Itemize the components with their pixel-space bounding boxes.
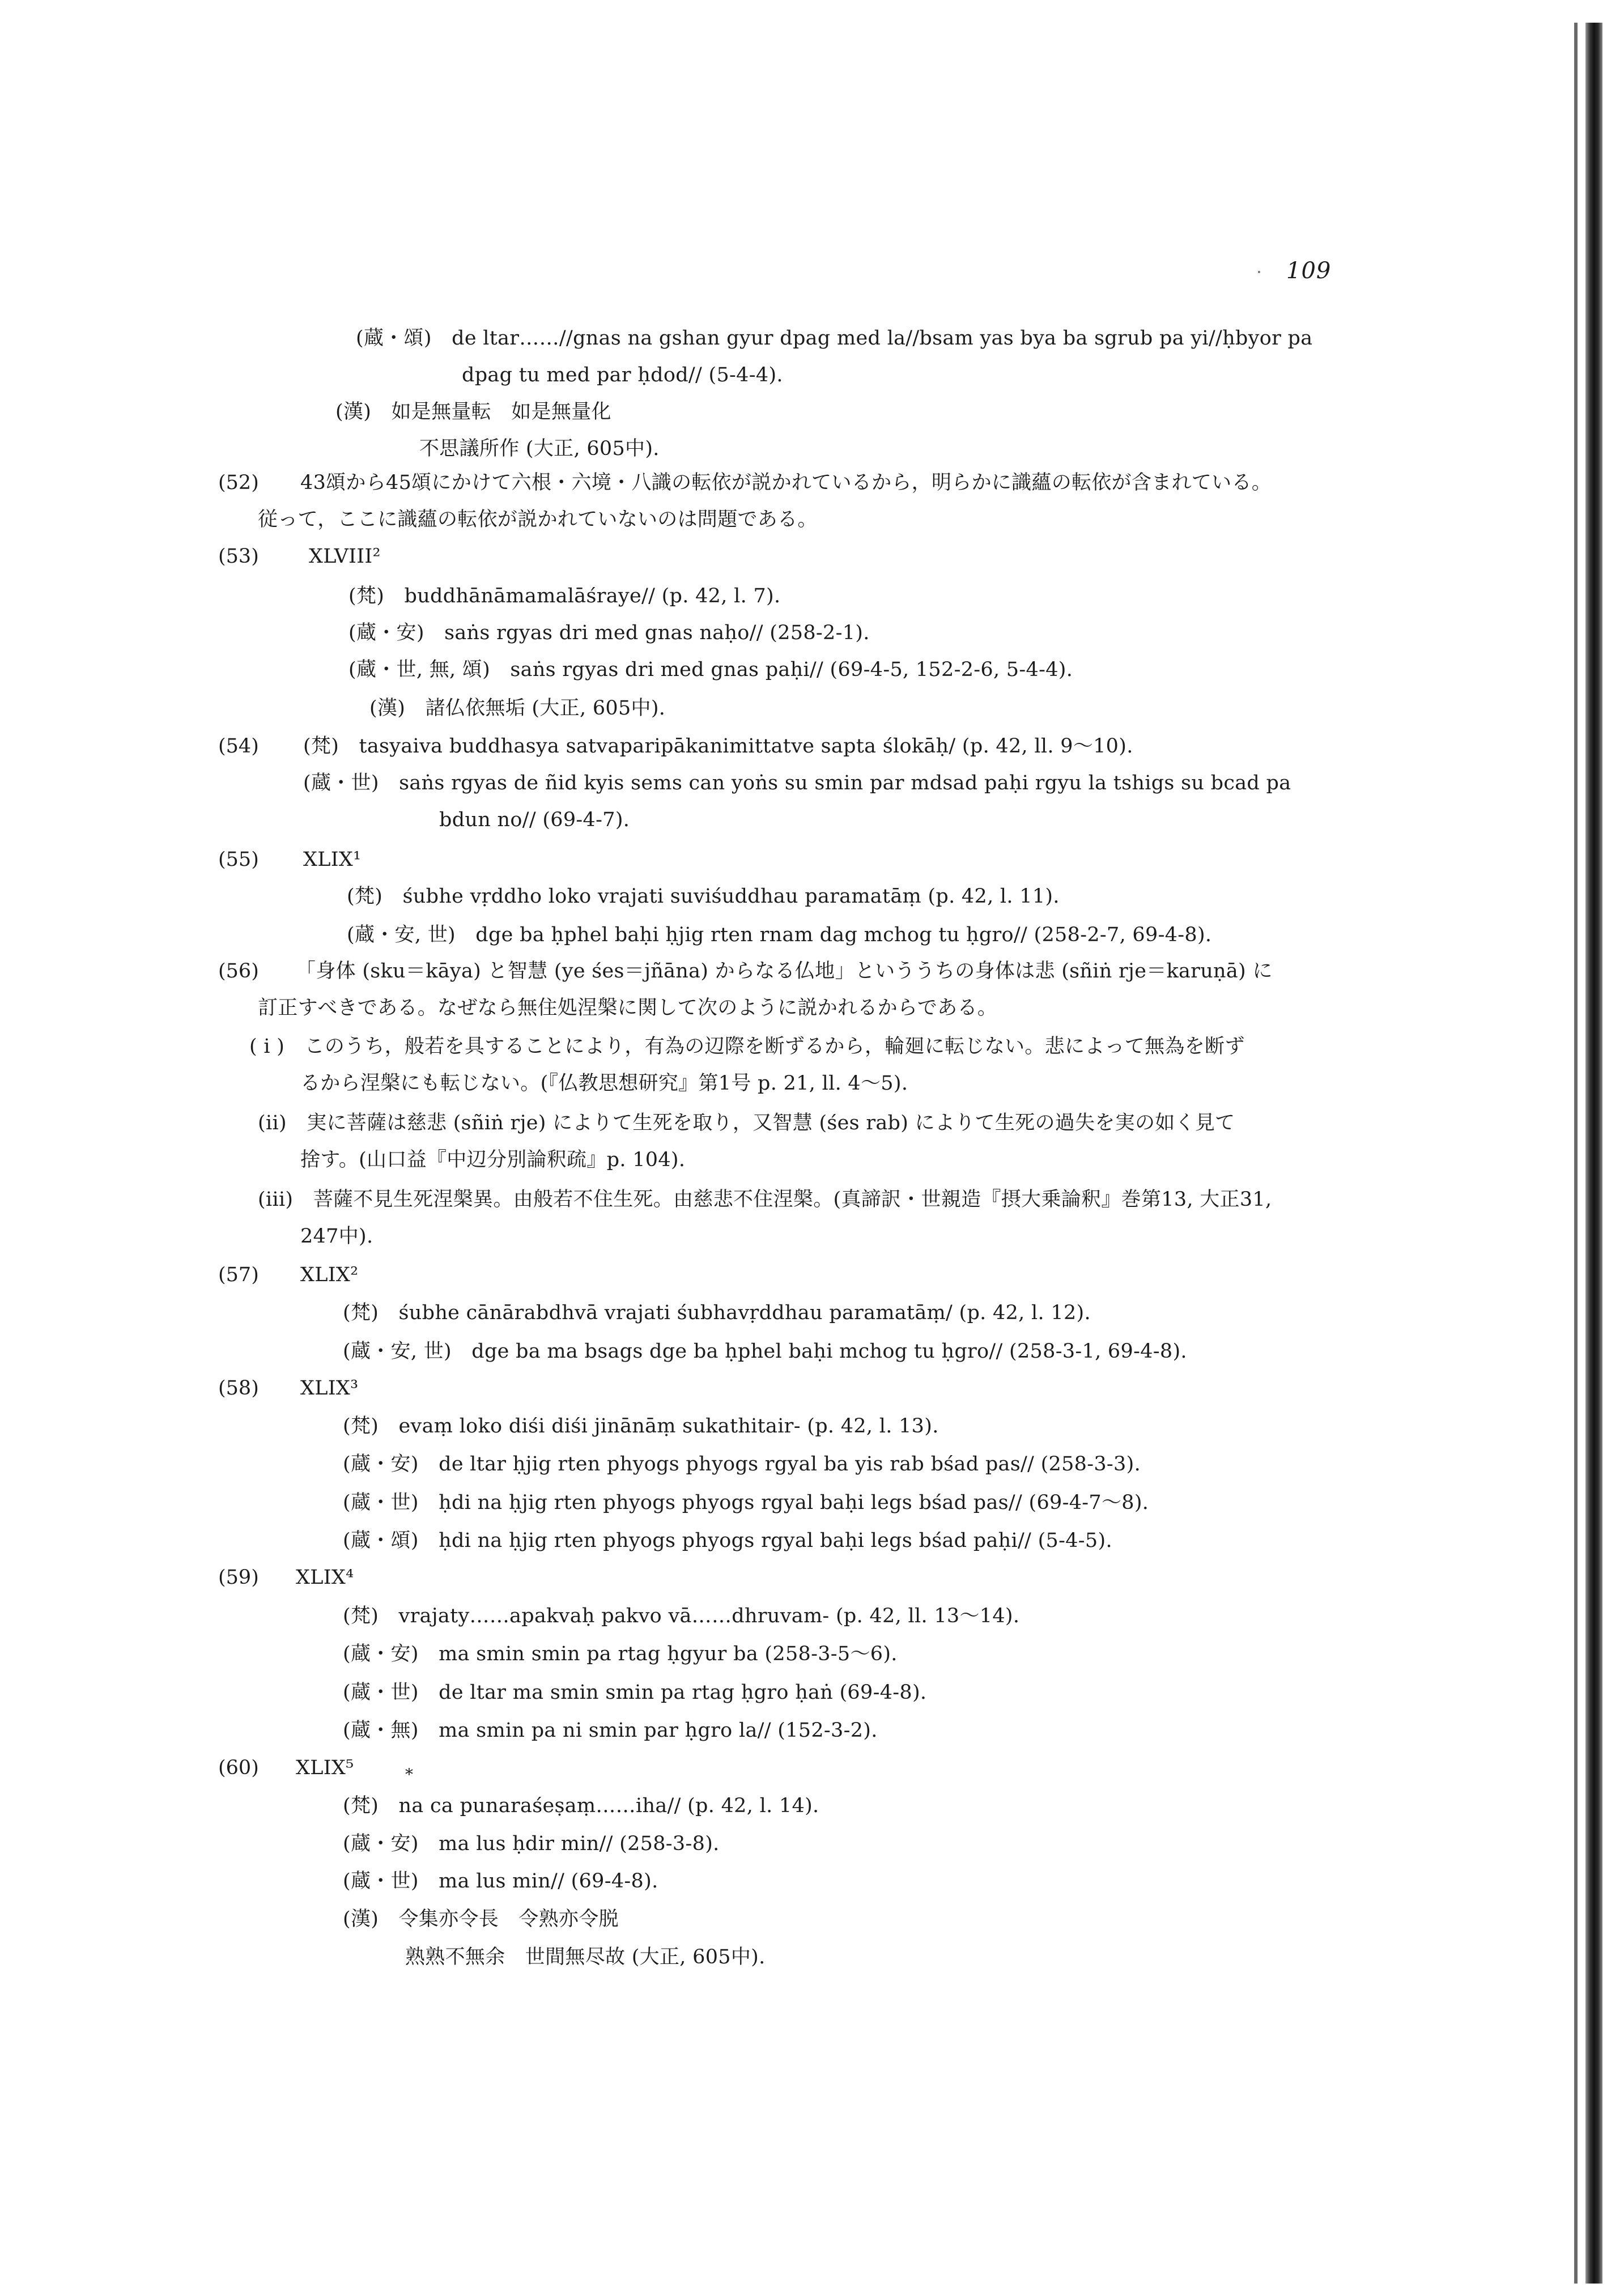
- text-line: XLIX⁴: [296, 1566, 354, 1589]
- text-line: (蔵・世) ḥdi na ḥjig rten phyogs phyogs rgyal baḥi legs bśad pas// (69-4-7～8).: [343, 1491, 1149, 1514]
- note-number: (54): [218, 735, 259, 758]
- text-line: (蔵・頌) de ltar……//gnas na gshan gyur dpag med la//bsam yas bya ba sgrub pa yi//ḥbyor pa: [356, 327, 1313, 350]
- text-line: dpag tu med par ḥdod// (5-4-4).: [462, 364, 783, 386]
- text-line: (梵) śubhe vṛddho loko vrajati suviśuddhau paramatāṃ (p. 42, l. 11).: [347, 885, 1060, 908]
- text-line: (漢) 令集亦令長 令熟亦令脱: [343, 1908, 619, 1931]
- note-number: (56): [218, 960, 259, 983]
- text-line: 「身体 (sku＝kāya) と智慧 (ye śes＝jñāna) からなる仏地」といううちの身体は悲 (sñiṅ rje＝karuṇā) に: [296, 960, 1273, 983]
- text-line: XLIX³: [300, 1377, 359, 1400]
- text-line: (蔵・世, 無, 頌) saṅs rgyas dri med gnas paḥi// (69-4-5, 152-2-6, 5-4-4).: [348, 658, 1073, 681]
- note-number: (53): [218, 545, 259, 568]
- text-line: 熟熟不無余 世間無尽故 (大正, 605中).: [405, 1946, 766, 1968]
- text-line: (蔵・世) saṅs rgyas de ñid kyis sems can yoṅs su smin par mdsad paḥi rgyu la tshigs su bcad pa: [303, 772, 1291, 794]
- text-line: (蔵・安, 世) dge ba ḥphel baḥi ḥjig rten rnam dag mchog tu ḥgro// (258-2-7, 69-4-8).: [347, 924, 1212, 946]
- text-line: (蔵・安) ma smin smin pa rtag ḥgyur ba (258-3-5～6).: [343, 1643, 898, 1665]
- text-line: 訂正すべきである。なぜなら無住処涅槃に関して次のように説かれるからである。: [258, 997, 998, 1019]
- text-line: 不思議所作 (大正, 605中).: [419, 437, 660, 460]
- page-number: 109: [1286, 258, 1332, 284]
- asterisk-mark: *: [405, 1765, 413, 1784]
- text-line: (梵) na ca punaraśeṣaṃ……iha// (p. 42, l. 14).: [343, 1795, 819, 1817]
- text-line: (蔵・頌) ḥdi na ḥjig rten phyogs phyogs rgyal baḥi legs bśad paḥi// (5-4-5).: [343, 1529, 1112, 1552]
- text-line: (ii) 実に菩薩は慈悲 (sñiṅ rje) によりて生死を取り，又智慧 (śes rab) によりて生死の過失を実の如く見て: [258, 1112, 1235, 1134]
- text-line: (漢) 如是無量転 如是無量化: [335, 401, 611, 423]
- text-line: XLIX⁵: [296, 1757, 354, 1779]
- text-line: bdun no// (69-4-7).: [439, 809, 630, 831]
- text-line: (梵) evaṃ loko diśi diśi jinānāṃ sukathitair- (p. 42, l. 13).: [343, 1415, 939, 1438]
- text-line: (蔵・安) de ltar ḥjig rten phyogs phyogs rgyal ba yis rab bśad pas// (258-3-3).: [343, 1453, 1141, 1476]
- note-number: (52): [218, 471, 259, 494]
- text-line: XLIX²: [300, 1264, 359, 1286]
- text-line: (蔵・世) ma lus min// (69-4-8).: [343, 1870, 658, 1893]
- note-number: (60): [218, 1757, 259, 1779]
- text-line: (梵) buddhānāmamalāśraye// (p. 42, l. 7).: [348, 585, 781, 607]
- note-number: (55): [218, 848, 259, 871]
- text-line: XLVIII²: [309, 545, 381, 568]
- text-line: ( i ) このうち，般若を具することにより，有為の辺際を断ずるから，輪廻に転じない。悲によって無為を断ず: [249, 1035, 1245, 1058]
- text-line: 247中).: [300, 1225, 373, 1248]
- text-line: XLIX¹: [303, 848, 362, 871]
- text-line: (梵) tasyaiva buddhasya satvaparipākanimittatve sapta ślokāḥ/ (p. 42, ll. 9～10).: [303, 735, 1133, 758]
- scan-dot: [1258, 271, 1260, 273]
- note-number: (59): [218, 1566, 259, 1589]
- text-line: (蔵・安, 世) dge ba ma bsags dge ba ḥphel baḥi mchog tu ḥgro// (258-3-1, 69-4-8).: [343, 1340, 1187, 1363]
- text-line: (漢) 諸仏依無垢 (大正, 605中).: [369, 697, 666, 720]
- note-number: (57): [218, 1264, 259, 1286]
- text-line: (梵) vrajaty……apakvaḥ pakvo vā……dhruvam- (p. 42, ll. 13～14).: [343, 1605, 1020, 1627]
- text-line: るから涅槃にも転じない。(『仏教思想研究』第1号 p. 21, ll. 4～5).: [300, 1072, 908, 1095]
- text-line: (蔵・無) ma smin pa ni smin par ḥgro la// (152-3-2).: [343, 1719, 878, 1742]
- text-line: 捨す。(山口益『中辺分別論釈疏』p. 104).: [300, 1149, 686, 1171]
- page-edge-line: [1574, 23, 1578, 2284]
- text-line: (梵) śubhe cānārabdhvā vrajati śubhavṛddhau paramatāṃ/ (p. 42, l. 12).: [343, 1302, 1091, 1324]
- text-line: (蔵・安) ma lus ḥdir min// (258-3-8).: [343, 1832, 720, 1855]
- text-line: (iii) 菩薩不見生死涅槃異。由般若不住生死。由慈悲不住涅槃。(真諦訳・世親造『摂大乗論釈』巻第13, 大正31,: [258, 1188, 1272, 1211]
- note-number: (58): [218, 1377, 259, 1400]
- text-line: (蔵・安) saṅs rgyas dri med gnas naḥo// (258-2-1).: [348, 622, 870, 644]
- text-line: 従って，ここに識蘊の転依が説かれていないのは問題である。: [258, 508, 818, 531]
- text-line: 43頌から45頌にかけて六根・六境・八識の転依が説かれているから，明らかに識蘊の転依が含まれている。: [300, 471, 1272, 494]
- text-line: (蔵・世) de ltar ma smin smin pa rtag ḥgro ḥaṅ (69-4-8).: [343, 1681, 927, 1704]
- page-edge-bar: [1585, 23, 1602, 2284]
